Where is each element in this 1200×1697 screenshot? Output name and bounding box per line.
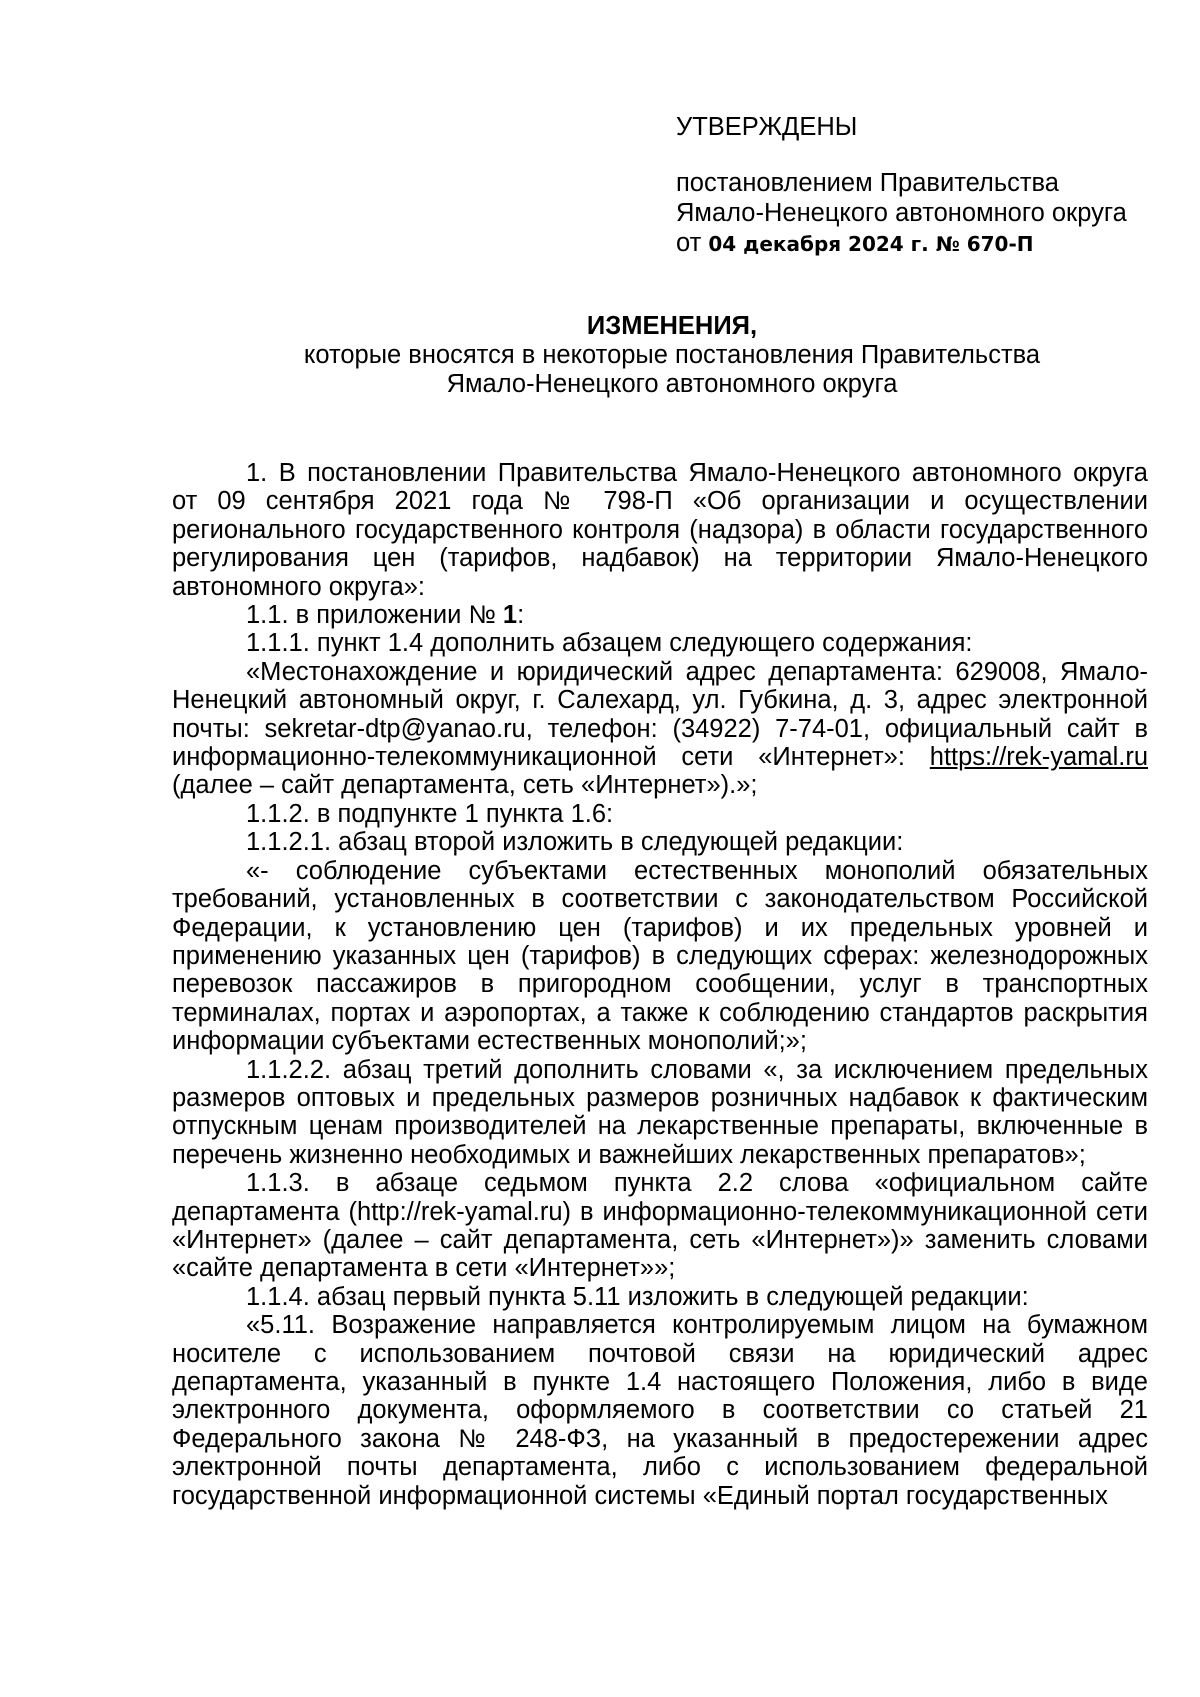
paragraph-7: «- соблюдение субъектами естественных монополий обязательных требований, установленных в соответствии с законодательством Российской Федерации, к установлению цен (тарифов) и их предельных уровней и применению указанных цен (тарифов) в следующих сферах: железнодорожных перевозок пассажиров в пригородном сообщении, услуг в транспортных терминалах, портах и аэропортах, а также к соблюдению стандартов раскрытия информации субъектами естественных монополий;»; <box>172 856 1148 1056</box>
paragraph-9: 1.1.3. в абзаце седьмом пункта 2.2 слова «официальном сайте департамента (http://rek-yamal.ru) в информационно-телекоммуникационной сети «Интернет» (далее – сайт департамента, сеть «Интернет»)» заменить словами «сайте департамента в сети «Интернет»»; <box>172 1169 1148 1283</box>
paragraph-5: 1.1.2. в подпункте 1 пункта 1.6: <box>246 799 614 828</box>
paragraph-4 <box>172 658 1148 800</box>
paragraph-2-text: 1.1. в приложении № <box>246 601 503 630</box>
website-link[interactable]: https://rek-yamal.ru <box>929 743 1148 772</box>
paragraph-1: 1. В постановлении Правительства Ямало-Ненецкого автономного округа от 09 сентября 2021 года № 798-П «Об организации и осуществлении регионального государственного контроля (надзора) в области государственного регулирования цен (тарифов, надбавок) на территории Ямало-Ненецкого автономного округа»: <box>172 459 1148 601</box>
paragraph-2-end: : <box>517 601 525 630</box>
heading-subtitle-2: Ямало-Ненецкого автономного округа <box>446 370 898 398</box>
paragraph-6: 1.1.2.1. абзац второй изложить в следующей редакции: <box>246 828 904 857</box>
heading-title-line <box>172 312 1172 341</box>
paragraph-10: 1.1.4. абзац первый пункта 5.11 изложить в следующей редакции: <box>246 1282 1029 1311</box>
heading-title: ИЗМЕНЕНИЯ <box>586 312 750 340</box>
paragraph-11: «5.11. Возражение направляется контролируемым лицом на бумажном носителе с использованием почтовой связи на юридический адрес департамента, указанный в пункте 1.4 настоящего Положения, либо в виде электронного документа, оформляемого в соответствии со статьей 21 Федерального закона № 248-ФЗ, на указанный в предостережении адрес электронной почты департамента, либо с использованием федеральной государственной информационной системы «Единый портал государственных <box>172 1311 1148 1510</box>
paragraph-4-text: «Местонахождение и юридический адрес департамента: 629008, Ямало-Ненецкий автономный округ, г. Салехард, ул. Губкина, д. 3, адрес электронной почты: sekretar-dtp@yanao.ru, телефон: (34922) 7-74-01, официальный сайт в информационно-телекоммуникационной сети «Интернет»: <box>172 657 1148 772</box>
approval-line-2: Ямало-Ненецкого автономного округа <box>676 199 1127 227</box>
paragraph-3: 1.1.1. пункт 1.4 дополнить абзацем следующего содержания: <box>246 629 973 658</box>
approval-date-prefix: от <box>676 229 709 257</box>
approval-date-line <box>676 228 1146 259</box>
document-heading <box>172 312 1172 399</box>
approval-line-1: постановлением Правительства <box>676 169 1059 197</box>
approval-date-value: 04 декабря 2024 г. № 670-П <box>708 232 1034 256</box>
approval-title: УТВЕРЖДЕНЫ <box>676 113 858 141</box>
heading-subtitle-1: которые вносятся в некоторые постановления Правительства <box>303 341 1041 369</box>
approval-block <box>676 112 1146 259</box>
paragraph-2 <box>172 601 1148 629</box>
document-body <box>172 459 1148 1510</box>
heading-title-suffix: , <box>749 312 758 340</box>
paragraph-8: 1.1.2.2. абзац третий дополнить словами «, за исключением предельных размеров оптовых и предельных размеров розничных надбавок к фактическим отпускным ценам производителей на лекарственные препараты, включенные в перечень жизненно необходимых и важнейших лекарственных препаратов»; <box>172 1055 1148 1169</box>
paragraph-4-end: (далее – сайт департамента, сеть «Интернет»).»; <box>172 771 758 800</box>
paragraph-2-bold: 1 <box>502 601 518 630</box>
